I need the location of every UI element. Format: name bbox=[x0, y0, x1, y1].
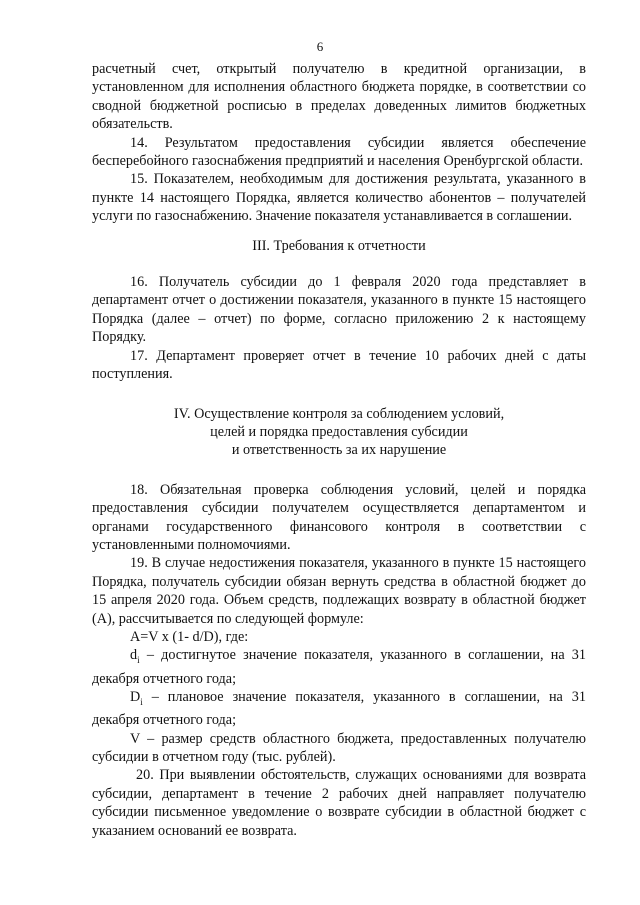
definition-D bbox=[92, 688, 586, 730]
section-4-heading-line-3: и ответственность за их нарушение bbox=[231, 442, 447, 459]
symbol-d: d bbox=[130, 647, 138, 664]
paragraph-18: 18. Обязательная проверка соблюдения условий, целей и порядка предоставления субсидии получателем осуществляется департаментом и органами государственного финансового контроля в соответствии с установленными полномочиями. bbox=[92, 481, 586, 553]
symbol-d-subscript: i bbox=[137, 655, 140, 666]
section-4-heading-line-2: целей и порядка предоставления субсидии bbox=[210, 423, 468, 440]
definition-V: V – размер средств областного бюджета, предоставленных получателю субсидии в отчетном году (тыс. рублей). bbox=[92, 730, 586, 766]
symbol-D: D bbox=[130, 689, 141, 706]
section-4-heading-line-1: IV. Осуществление контроля за соблюдением условий, bbox=[173, 405, 505, 422]
paragraph-15: 15. Показателем, необходимым для достижения результата, указанного в пункте 14 настоящего Порядка, является количество абонентов – получателей услуги по газоснабжению. Значение показателя устанавливается в соглашении. bbox=[92, 171, 586, 225]
paragraph-20: 20. При выявлении обстоятельств, служащих основаниями для возврата субсидии, департамент в течение 2 рабочих дней направляет получателю субсидии письменное уведомление о возврате субсидии в областной бюджет с указанием оснований ее возврата. bbox=[92, 767, 586, 839]
definition-D-text: – плановое значение показателя, указанного в соглашении, на 31 декабря отчетного года; bbox=[92, 689, 586, 729]
formula: А=V x (1- d/D), где: bbox=[130, 628, 249, 645]
definition-d bbox=[92, 646, 586, 688]
definition-d-text: – достигнутое значение показателя, указанного в соглашении, на 31 декабря отчетного года; bbox=[92, 647, 586, 687]
document-body bbox=[92, 60, 586, 840]
symbol-D-subscript: i bbox=[140, 696, 143, 707]
paragraph-14: 14. Результатом предоставления субсидии является обеспечение бесперебойного газоснабжения предприятий и населения Оренбургской области. bbox=[92, 134, 586, 170]
paragraph-19: 19. В случае недостижения показателя, указанного в пункте 15 настоящего Порядка, получатель субсидии обязан вернуть средства в областной бюджет до 15 апреля 2020 года. Объем средств, подлежащих возврату в областной бюджет (А), рассчитывается по следующей формуле: bbox=[92, 555, 586, 627]
paragraph-16: 16. Получатель субсидии до 1 февраля 2020 года представляет в департамент отчет о достижении показателя, указанного в пункте 15 настоящего Порядка (далее – отчет) по форме, согласно приложению 2 к настоящему Порядку. bbox=[92, 274, 586, 346]
paragraph-17: 17. Департамент проверяет отчет в течение 10 рабочих дней с даты поступления. bbox=[92, 347, 586, 383]
paragraph-13-continuation: расчетный счет, открытый получателю в кредитной организации, в установленном для исполнения областного бюджета порядке, в соответствии со сводной бюджетной росписью в пределах доведенных лимитов бюджетных обязательств. bbox=[92, 61, 586, 133]
page-number: 6 bbox=[316, 39, 324, 54]
section-3-heading: III. Требования к отчетности bbox=[252, 237, 426, 254]
